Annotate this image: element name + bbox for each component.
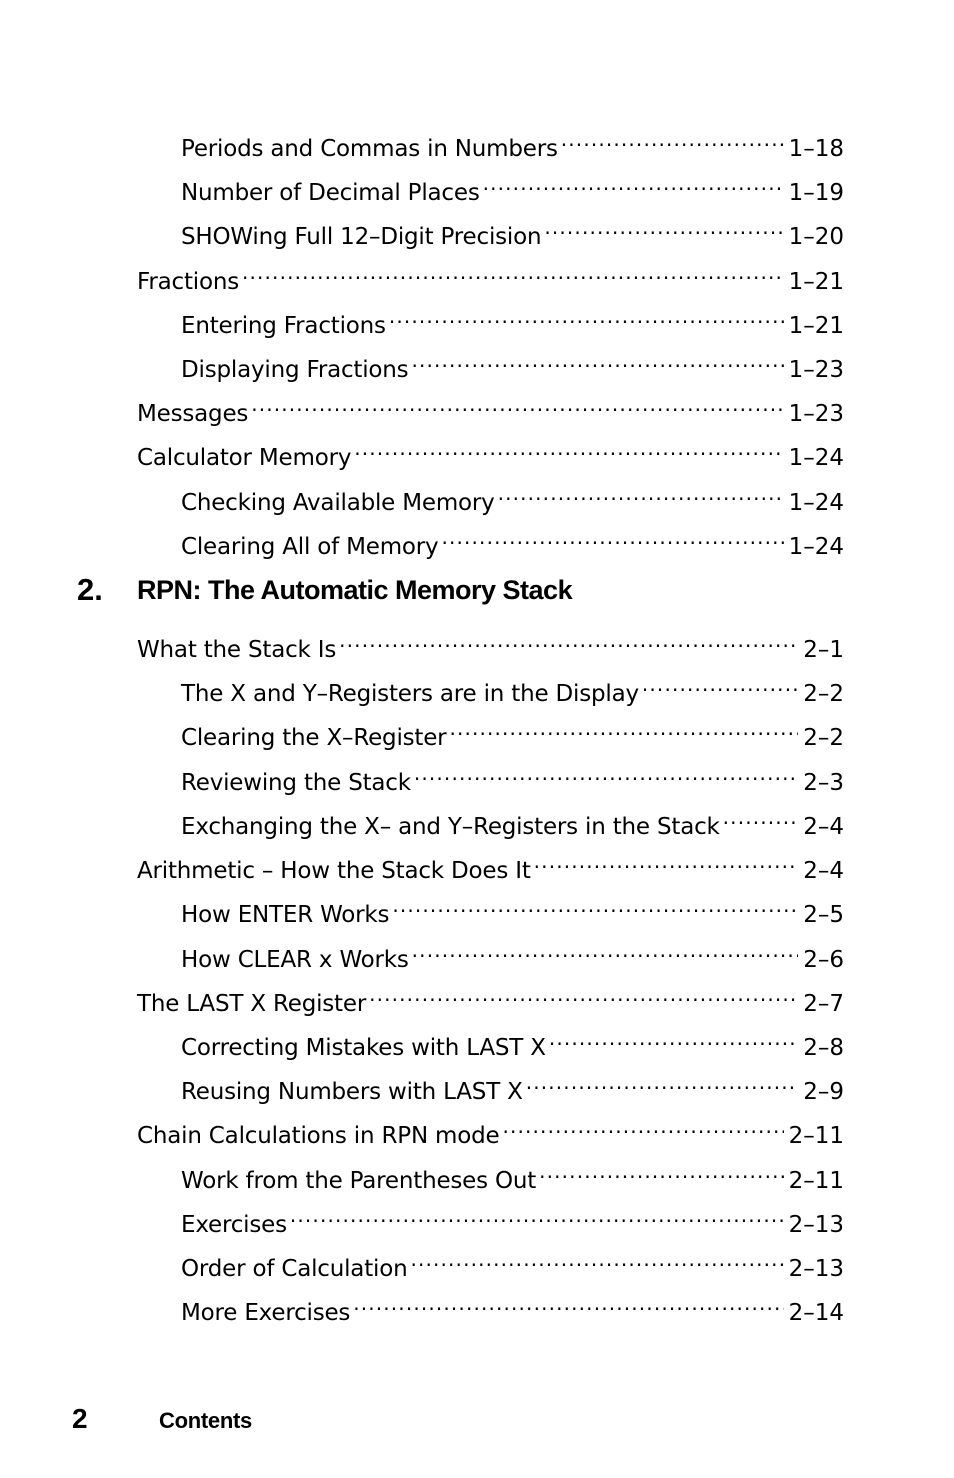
chapter-title: RPN: The Automatic Memory Stack [137, 575, 573, 605]
toc-entry-page: 1–24 [788, 445, 844, 471]
dot-leader [483, 166, 784, 200]
toc-entry-page: 1–19 [788, 180, 844, 206]
toc-entry-title: Reusing Numbers with LAST X [181, 1079, 523, 1105]
toc-entry [137, 977, 844, 1017]
dot-leader [290, 1198, 784, 1232]
toc-entry [181, 1242, 844, 1282]
toc-entry-page: 2–5 [803, 902, 844, 928]
toc-entry [181, 166, 844, 206]
dot-leader [498, 476, 784, 510]
toc-entry [181, 476, 844, 516]
dot-leader [534, 844, 799, 878]
dot-leader [410, 1242, 783, 1276]
toc-entry [181, 800, 844, 840]
toc-entry-page: 2–1 [803, 637, 844, 663]
toc-entry-page: 2–2 [803, 681, 844, 707]
toc-entry-page: 1–24 [788, 534, 844, 560]
toc-entry-title: Reviewing the Stack [181, 770, 411, 796]
toc-entry-title: Clearing the X–Register [181, 725, 447, 751]
toc-entry [137, 255, 844, 295]
toc-entry-page: 1–21 [788, 313, 844, 339]
toc-entry [181, 1065, 844, 1105]
toc-entry-page: 2–4 [803, 814, 844, 840]
toc-entry-page: 1–18 [788, 136, 844, 162]
toc-entry [181, 1154, 844, 1194]
toc-entry-title: More Exercises [181, 1300, 351, 1326]
toc-entry-title: Correcting Mistakes with LAST X [181, 1035, 546, 1061]
toc-entry-title: Number of Decimal Places [181, 180, 480, 206]
dot-leader [412, 933, 799, 967]
dot-leader [642, 667, 798, 701]
toc-entry-page: 2–7 [803, 991, 844, 1017]
dot-leader [392, 888, 798, 922]
toc-entry-title: Chain Calculations in RPN mode [137, 1123, 500, 1149]
toc-entry-title: What the Stack Is [137, 637, 337, 663]
toc-entry-page: 1–23 [788, 401, 844, 427]
toc-entry [137, 1109, 844, 1149]
toc-entry-title: Messages [137, 401, 249, 427]
dot-leader [723, 800, 799, 834]
toc-entry [181, 711, 844, 751]
toc-entry-page: 2–6 [803, 947, 844, 973]
dot-leader [242, 255, 784, 289]
dot-leader [339, 623, 798, 657]
dot-leader [411, 343, 783, 377]
dot-leader [353, 1286, 783, 1320]
toc-entry-title: Arithmetic – How the Stack Does It [137, 858, 531, 884]
toc-entry-title: Entering Fractions [181, 313, 386, 339]
dot-leader [549, 1021, 798, 1055]
dot-leader [502, 1109, 783, 1143]
toc-entry-page: 2–11 [788, 1168, 844, 1194]
toc-entry [137, 387, 844, 427]
toc-entry-title: Checking Available Memory [181, 490, 495, 516]
toc-entry-page: 1–20 [788, 224, 844, 250]
toc-entry [181, 888, 844, 928]
toc-entry [181, 933, 844, 973]
toc-entry-page: 2–13 [788, 1212, 844, 1238]
toc-entry-title: Fractions [137, 269, 239, 295]
dot-leader [414, 756, 798, 790]
toc-entry-page: 2–13 [788, 1256, 844, 1282]
toc-entry-page: 2–3 [803, 770, 844, 796]
toc-entry [137, 431, 844, 471]
toc-entry [181, 299, 844, 339]
toc-entry [181, 1286, 844, 1326]
toc-entry [137, 623, 844, 663]
toc-entry [181, 210, 844, 250]
toc-entry-page: 2–11 [788, 1123, 844, 1149]
dot-leader [389, 299, 784, 333]
footer-page-number: 2 [72, 1403, 88, 1434]
dot-leader [354, 431, 783, 465]
dot-leader [251, 387, 783, 421]
toc-entry [181, 756, 844, 796]
toc-entry-page: 2–4 [803, 858, 844, 884]
toc-entry [137, 844, 844, 884]
dot-leader [526, 1065, 798, 1099]
toc-entry-title: Calculator Memory [137, 445, 352, 471]
toc-entry-title: Order of Calculation [181, 1256, 408, 1282]
toc-entry-page: 1–24 [788, 490, 844, 516]
toc-entry-title: Exchanging the X– and Y–Registers in the Stack [181, 814, 720, 840]
toc-entry-page: 2–8 [803, 1035, 844, 1061]
toc-entry-title: Periods and Commas in Numbers [181, 136, 558, 162]
toc-entry-title: SHOWing Full 12–Digit Precision [181, 224, 542, 250]
dot-leader [441, 520, 783, 554]
toc-entry-title: Clearing All of Memory [181, 534, 439, 560]
toc-entry [181, 1198, 844, 1238]
toc-entry-page: 2–14 [788, 1300, 844, 1326]
toc-entry-title: How CLEAR x Works [181, 947, 409, 973]
toc-entry-title: The X and Y–Registers are in the Display [181, 681, 639, 707]
dot-leader [369, 977, 798, 1011]
toc-entry-page: 2–2 [803, 725, 844, 751]
toc-entry-title: How ENTER Works [181, 902, 390, 928]
chapter-number: 2. [77, 572, 103, 607]
toc-entry-title: Work from the Parentheses Out [181, 1168, 537, 1194]
dot-leader [561, 122, 784, 156]
dot-leader [449, 711, 798, 745]
toc-entry-title: Displaying Fractions [181, 357, 409, 383]
footer-label: Contents [159, 1408, 252, 1433]
dot-leader [539, 1154, 783, 1188]
dot-leader [544, 210, 783, 244]
toc-entry [181, 1021, 844, 1061]
toc-entry [181, 343, 844, 383]
toc-entry-page: 2–9 [803, 1079, 844, 1105]
toc-entry-title: The LAST X Register [137, 991, 367, 1017]
toc-entry-page: 1–23 [788, 357, 844, 383]
toc-entry [181, 667, 844, 707]
toc-entry-page: 1–21 [788, 269, 844, 295]
toc-entry-title: Exercises [181, 1212, 287, 1238]
toc-entry [181, 122, 844, 162]
toc-entry [181, 520, 844, 560]
